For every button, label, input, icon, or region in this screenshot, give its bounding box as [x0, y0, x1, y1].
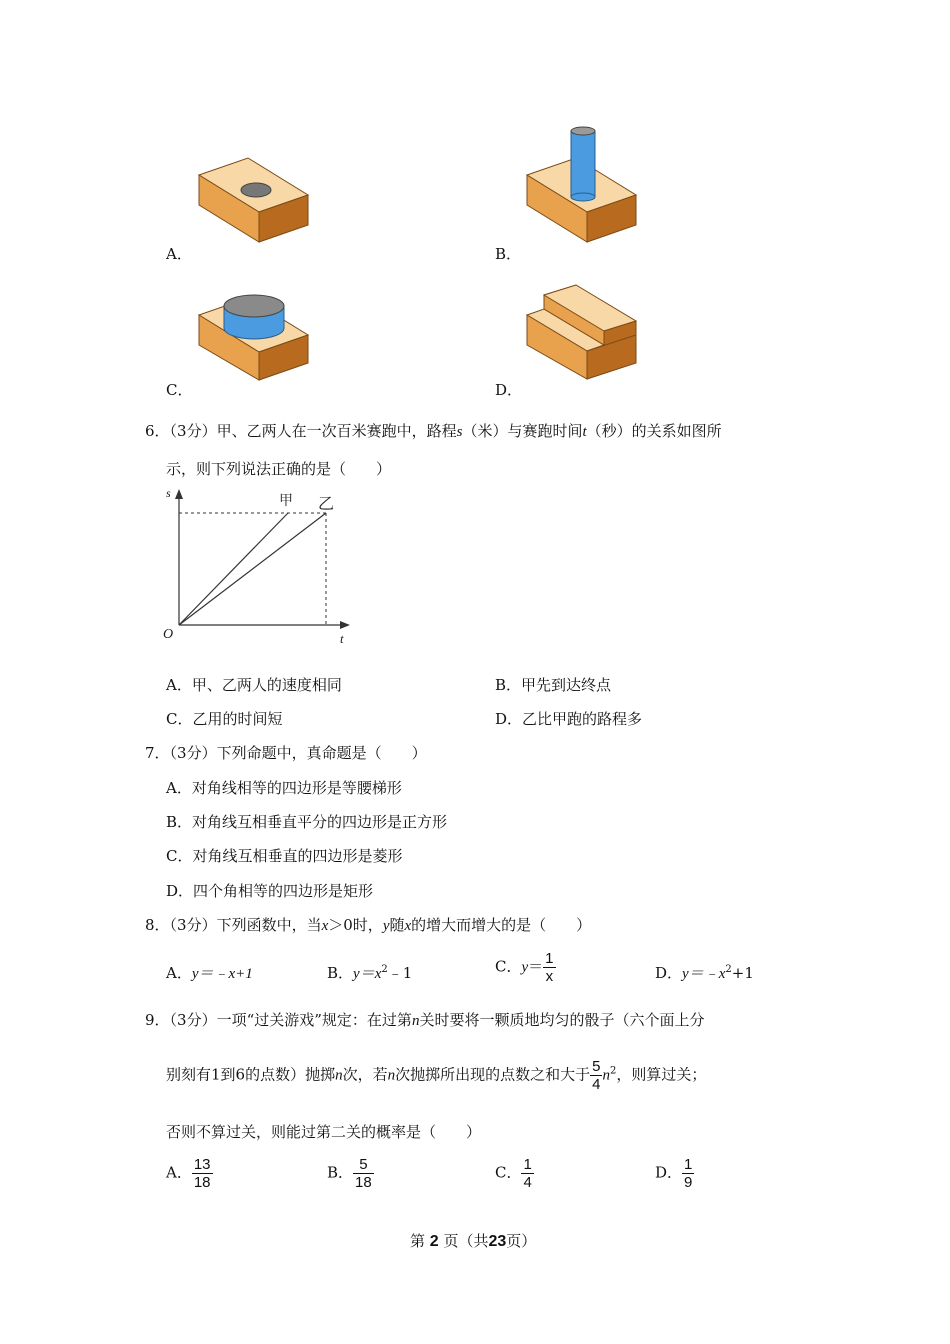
q6-option-a[interactable]: A．甲、乙两人的速度相同	[166, 676, 342, 694]
q8-option-c-den: x	[545, 968, 554, 985]
q9-option-c-den: 4	[523, 1174, 532, 1191]
q8-var-x: x	[321, 918, 329, 934]
q8-option-a-y: y	[191, 966, 199, 982]
q8-stem	[145, 914, 591, 935]
q9-option-b[interactable]	[327, 1156, 374, 1191]
q8-option-a-label: A．	[166, 964, 192, 982]
q9-option-a-fraction	[192, 1156, 213, 1191]
q9-option-a[interactable]	[166, 1156, 213, 1191]
q9-stem-line2	[166, 1058, 706, 1093]
q9-stem-line3: 否则不算过关，则能过第二关的概率是（ ）	[166, 1123, 482, 1141]
q5-option-a-label[interactable]: A．	[166, 245, 192, 263]
q9-line1-b: 关时要将一颗质地均匀的骰子（六个面上分	[419, 1011, 705, 1029]
q8-option-d-tail: +1	[731, 964, 754, 982]
q8-var-x2: x	[404, 918, 412, 934]
q6-stem-line1	[145, 420, 722, 441]
q9-option-a-den: 18	[193, 1174, 211, 1191]
q8-option-b-expr: ＝x	[359, 966, 382, 982]
q8-var-y: y	[382, 918, 390, 934]
q8-stem-b: 的增大而增大的是（ ）	[411, 916, 592, 934]
q9-option-a-label: A．	[166, 1163, 192, 1182]
q9-option-d-den: 9	[684, 1174, 693, 1191]
q8-option-c-eq: ＝	[528, 957, 544, 976]
q9-option-d-label: D．	[655, 1163, 683, 1182]
q6-var-t: t	[582, 424, 587, 440]
q7-option-d[interactable]: D．四个角相等的四边形是矩形	[166, 882, 374, 900]
q9-option-c-label: C．	[495, 1163, 522, 1182]
q8-option-c-label: C．	[495, 957, 522, 976]
q8-option-d-expr: ＝﹣x	[688, 966, 726, 982]
q8-option-b-y: y	[353, 966, 360, 982]
q8-option-d-y: y	[682, 966, 689, 982]
q9-option-d[interactable]	[655, 1156, 694, 1191]
q5-figure-d	[524, 283, 644, 387]
q9-line2-d: ，则算过关；	[616, 1065, 707, 1084]
q6-x-arrow	[340, 621, 350, 629]
q6-option-b[interactable]: B．甲先到达终点	[495, 676, 612, 694]
q8-option-d-sup: 2	[725, 964, 732, 975]
q9-option-d-fraction	[682, 1156, 694, 1191]
q7-option-c[interactable]: C．对角线互相垂直的四边形是菱形	[166, 847, 403, 865]
q8-option-c-fraction	[543, 950, 555, 985]
q9-option-c[interactable]	[495, 1156, 534, 1191]
q6-score: （3分）	[169, 422, 217, 440]
footer-post: 页）	[506, 1232, 537, 1250]
q6-graph-x-label: t	[340, 631, 344, 646]
q6-option-c[interactable]: C．乙用的时间短	[166, 710, 283, 728]
q8-option-b-sup: 2	[381, 964, 388, 975]
q9-option-d-num: 1	[684, 1156, 693, 1173]
q9-n-sup: 2	[609, 1065, 617, 1077]
q8-gt0: ＞0时，	[328, 916, 383, 934]
q9-line1-a: 9．（3分）一项“过关游戏”规定：在过第	[145, 1011, 412, 1029]
q6-stem-line2: 示，则下列说法正确的是（ ）	[166, 460, 392, 478]
q8-option-d[interactable]	[655, 962, 754, 983]
q9-option-b-label: B．	[327, 1163, 354, 1182]
q9-var-n3: n	[387, 1067, 396, 1084]
q6-stem-c: （秒）的关系如图所	[586, 422, 722, 440]
page-footer	[410, 1230, 536, 1251]
q5-option-b-label[interactable]: B．	[495, 245, 522, 263]
q9-option-c-num: 1	[523, 1156, 532, 1173]
q5-figure-b	[524, 125, 644, 251]
footer-mid: 页（共	[443, 1232, 489, 1250]
q9-frac-den: 4	[592, 1076, 601, 1093]
q9-frac-num: 5	[592, 1058, 601, 1075]
q8-option-c-y: y	[521, 959, 529, 976]
q9-option-b-fraction	[353, 1156, 374, 1191]
q7-option-b[interactable]: B．对角线互相垂直平分的四边形是正方形	[166, 813, 448, 831]
q9-var-n2: n	[335, 1067, 343, 1084]
q6-graph-yi: 乙	[318, 496, 335, 513]
q8-option-b-label: B．	[327, 964, 354, 982]
q6-line-jia	[179, 513, 288, 625]
q8-option-b[interactable]	[327, 962, 412, 983]
q5-option-d-label[interactable]: D．	[495, 381, 523, 399]
q9-fraction-5-4	[590, 1058, 602, 1093]
q6-y-arrow	[175, 489, 183, 499]
q8-option-a[interactable]	[166, 962, 253, 983]
q9-option-b-den: 18	[355, 1174, 372, 1191]
q6-number: 6．	[145, 422, 170, 440]
q6-var-s: s	[456, 424, 463, 440]
q8-option-c[interactable]	[495, 950, 556, 985]
footer-page-number: 2	[429, 1233, 439, 1250]
q7-option-a[interactable]: A．对角线相等的四边形是等腰梯形	[166, 779, 402, 797]
q8-option-a-expr: ＝﹣x+1	[198, 966, 253, 982]
q6-graph	[158, 485, 358, 654]
q8-stem-a: 8．（3分）下列函数中，当	[145, 916, 322, 934]
q9-line2-c: 次抛掷所出现的点数之和大于	[395, 1065, 591, 1084]
q9-line2-b: 次，若	[342, 1065, 388, 1084]
footer-total-pages: 23	[488, 1233, 507, 1250]
q9-line2-a: 别刻有1到6的点数）抛掷	[166, 1065, 336, 1084]
q8-option-c-num: 1	[545, 950, 554, 967]
q9-option-b-num: 5	[353, 1156, 374, 1174]
q9-var-n1: n	[411, 1013, 420, 1029]
q6-stem-a: 甲、乙两人在一次百米赛跑中，路程	[216, 422, 457, 440]
q5-figure-c	[196, 290, 316, 386]
q9-stem-line1	[145, 1009, 704, 1030]
q8-option-d-label: D．	[655, 964, 683, 982]
q8-option-b-tail: ﹣1	[387, 964, 413, 982]
q8-sui: 随	[389, 916, 405, 934]
q6-option-d[interactable]: D．乙比甲跑的路程多	[495, 710, 643, 728]
q6-line-yi	[179, 513, 326, 625]
footer-pre: 第	[410, 1232, 426, 1250]
q6-graph-y-label: s	[166, 486, 171, 500]
q5-figure-a	[196, 155, 316, 251]
q9-option-c-fraction	[521, 1156, 533, 1191]
q5-option-c-label[interactable]: C．	[166, 381, 193, 399]
q9-var-n4: n	[602, 1067, 610, 1084]
q6-graph-origin: O	[163, 627, 174, 642]
q6-graph-jia: 甲	[279, 494, 293, 509]
q9-option-a-num: 13	[193, 1156, 211, 1173]
q7-stem: 7．（3分）下列命题中，真命题是（ ）	[145, 744, 427, 762]
q6-stem-b: （米）与赛跑时间	[462, 422, 583, 440]
